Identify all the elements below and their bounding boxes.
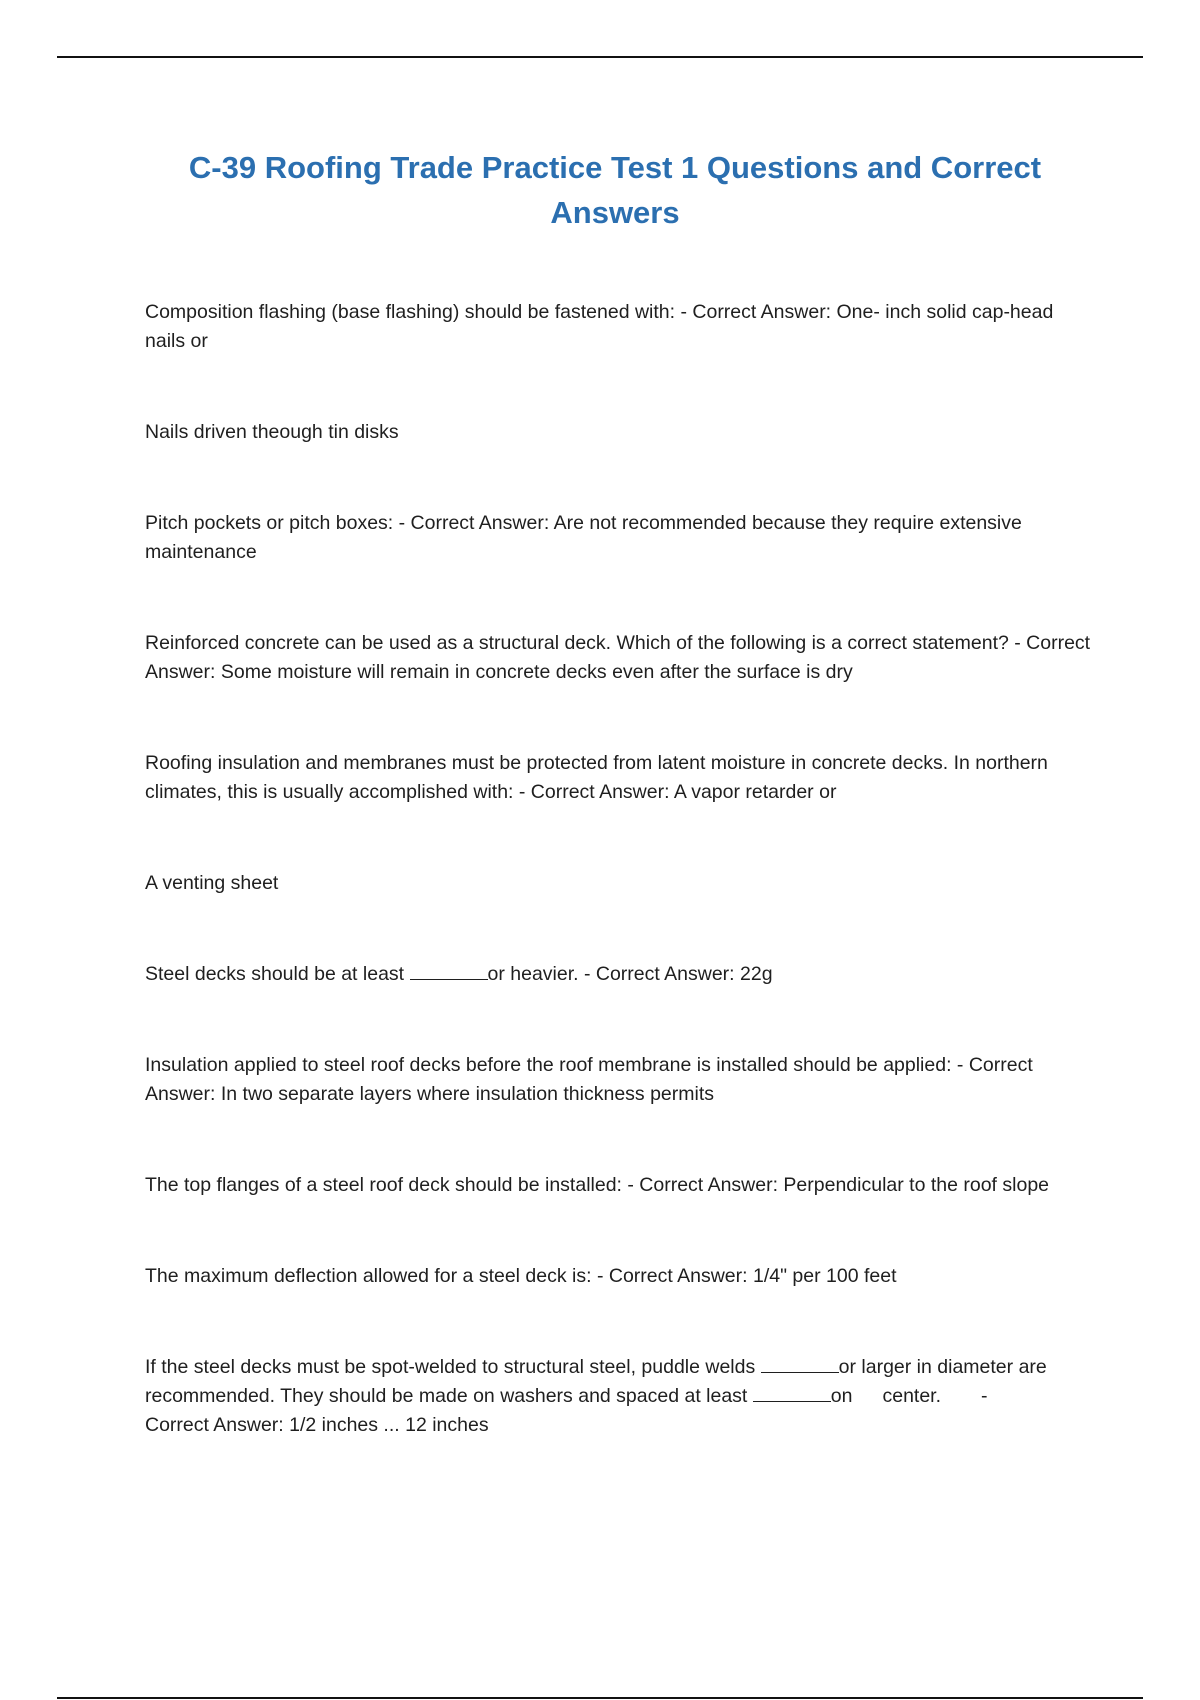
qa-paragraph-11-part-c: on [830,1385,853,1407]
qa-paragraph-11 [145,1353,1095,1440]
qa-paragraph-8: Insulation applied to steel roof decks before the roof membrane is installed should be applied: - Correct Answer: In two separate layers where insulation thickness permits [145,1054,1033,1105]
fill-in-blank [753,1383,831,1402]
fill-in-blank [410,961,488,980]
qa-paragraph-11-part-e: - [981,1385,988,1407]
qa-paragraph-5: Roofing insulation and membranes must be protected from latent moisture in concrete decks. In northern climates, this is usually accomplished with: - Correct Answer: A vapor retarder or [145,752,1048,803]
page-title: C-39 Roofing Trade Practice Test 1 Questions and Correct Answers [188,150,1042,230]
qa-paragraph-9: The top flanges of a steel roof deck should be installed: - Correct Answer: Perpendicular to the roof slope [145,1174,1050,1196]
qa-paragraph-7 [145,960,1095,989]
bottom-rule [57,1697,1143,1699]
qa-paragraph-3: Pitch pockets or pitch boxes: - Correct Answer: Are not recommended because they require extensive maintenance [145,512,1022,563]
qa-paragraph-2: Nails driven theough tin disks [145,421,399,443]
qa-paragraph-4: Reinforced concrete can be used as a structural deck. Which of the following is a correct statement? - Correct Answer: Some moisture will remain in concrete decks even after the surface is dry [145,632,1091,683]
qa-paragraph-11-part-d: center. [882,1385,942,1407]
qa-paragraph-10: The maximum deflection allowed for a steel deck is: - Correct Answer: 1/4" per 100 feet [145,1265,897,1287]
qa-paragraph-1: Composition flashing (base flashing) should be fastened with: - Correct Answer: One- inch solid cap-head nails or [145,301,1054,352]
qa-paragraph-6: A venting sheet [145,872,279,894]
qa-paragraph-11-part-a: If the steel decks must be spot-welded to structural steel, puddle welds [145,1356,761,1378]
qa-paragraph-7-part-b: or heavier. - Correct Answer: 22g [487,963,773,985]
qa-content [145,298,1095,1440]
fill-in-blank [761,1354,839,1373]
qa-paragraph-11-part-b: or larger in diameter are recommended. They should be made on washers and spaced at least [145,1356,1047,1407]
top-rule [57,56,1143,58]
qa-paragraph-7-part-a: Steel decks should be at least [145,963,410,985]
qa-paragraph-11-part-f: Correct Answer: 1/2 inches ... 12 inches [145,1414,489,1436]
